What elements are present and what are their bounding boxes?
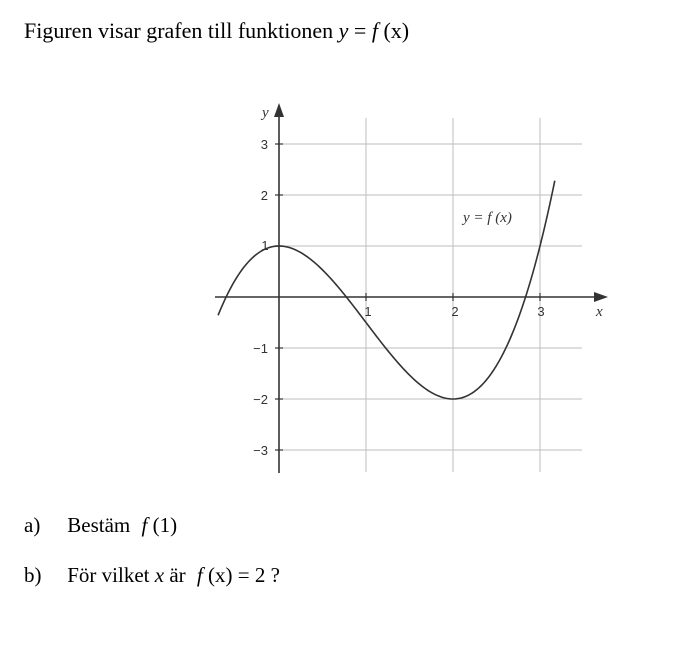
y-axis-label: y bbox=[262, 105, 269, 121]
y-tick-label-2: 2 bbox=[260, 188, 268, 203]
intro-math-y: y bbox=[338, 18, 349, 43]
y-axis-arrow bbox=[274, 103, 284, 117]
intro-math-eq: = bbox=[353, 18, 367, 43]
intro-math-f: f bbox=[371, 18, 378, 43]
x-tick-label-2: 2 bbox=[451, 304, 459, 319]
question-b-text2: är bbox=[169, 563, 186, 587]
grid bbox=[278, 118, 582, 472]
curve-label: y = f (x) bbox=[463, 210, 512, 226]
y-tick-label-neg2: −2 bbox=[253, 392, 268, 407]
y-tick-label-3: 3 bbox=[260, 137, 268, 152]
y-tick-label-neg3: −3 bbox=[253, 443, 268, 458]
question-a-label: a) bbox=[24, 513, 41, 537]
question-a-math-arg: (1) bbox=[152, 513, 178, 537]
x-axis-arrow bbox=[594, 292, 608, 302]
question-b-math-f: f bbox=[196, 563, 203, 587]
question-a-math-f: f bbox=[141, 513, 148, 537]
x-axis-label: x bbox=[596, 304, 603, 320]
x-tick-label-1: 1 bbox=[364, 304, 372, 319]
question-b bbox=[24, 563, 280, 588]
y-tick-label-1: 1 bbox=[261, 238, 269, 253]
question-b-math-rest: (x) = 2 bbox=[208, 563, 266, 587]
question-a bbox=[24, 513, 177, 538]
intro-math-arg: (x) bbox=[383, 18, 410, 43]
y-tick-label-neg1: −1 bbox=[253, 341, 268, 356]
x-tick-label-3: 3 bbox=[537, 304, 545, 319]
question-b-math-x: x bbox=[154, 563, 165, 587]
question-a-text: Bestäm bbox=[67, 513, 131, 537]
question-b-label: b) bbox=[24, 563, 42, 587]
intro-sentence: Figuren visar grafen till funktionen bbox=[24, 18, 334, 43]
question-b-text: För vilket bbox=[67, 563, 150, 587]
question-b-end: ? bbox=[270, 563, 280, 587]
